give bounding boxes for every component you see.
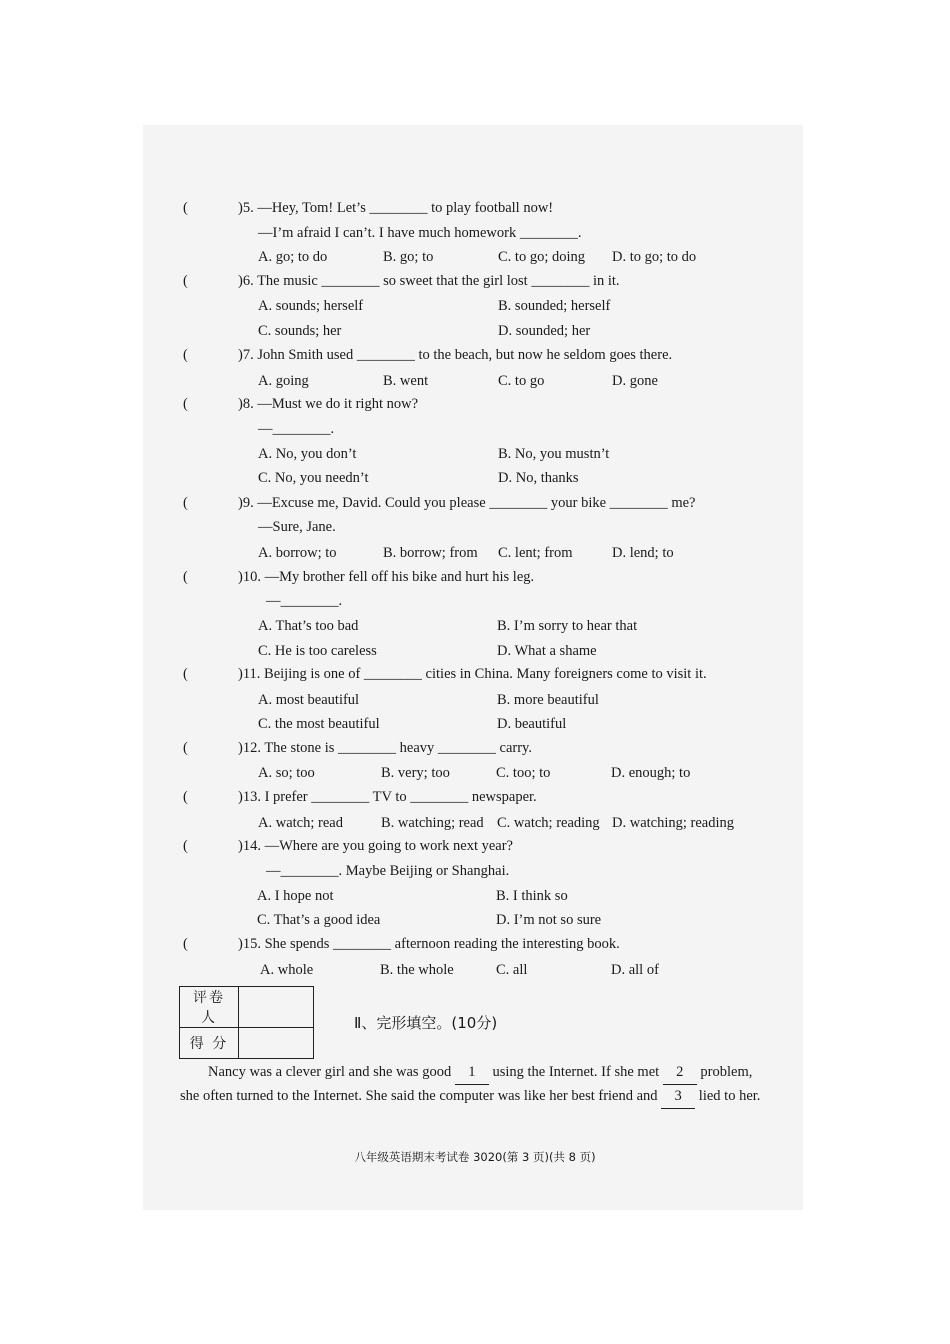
option-c: C. That’s a good idea [257, 912, 381, 928]
answer-paren: ( [183, 347, 188, 363]
option-c: C. He is too careless [258, 643, 377, 659]
answer-paren: ( [183, 495, 188, 511]
passage-text: using the Internet. If she met [492, 1064, 660, 1080]
answer-paren: ( [183, 838, 188, 854]
option-b: B. I think so [496, 888, 568, 904]
question-stem-2: —________. [266, 593, 343, 609]
option-a: A. whole [260, 962, 314, 978]
question-stem: )10. —My brother fell off his bike and hurt his leg. [238, 569, 535, 585]
option-d: D. I’m not so sure [496, 912, 602, 928]
question-stem: )13. I prefer ________ TV to ________ newspaper. [238, 789, 537, 805]
option-b: B. went [383, 373, 429, 389]
question-stem: )6. The music ________ so sweet that the girl lost ________ in it. [238, 273, 620, 289]
option-a: A. most beautiful [258, 692, 360, 708]
answer-paren: ( [183, 666, 188, 682]
option-a: A. I hope not [257, 888, 334, 904]
reviewer-cell [239, 987, 314, 1028]
option-a: A. going [258, 373, 309, 389]
score-label: 得 分 [180, 1028, 239, 1059]
option-d: D. all of [611, 962, 659, 978]
reviewer-label: 评卷人 [180, 987, 239, 1028]
option-a: A. sounds; herself [258, 298, 364, 314]
option-c: C. too; to [496, 765, 551, 781]
option-a: A. borrow; to [258, 545, 337, 561]
option-c: C. to go [498, 373, 545, 389]
option-c: C. all [496, 962, 528, 978]
option-d: D. to go; to do [612, 249, 697, 265]
cloze-passage [180, 1061, 764, 1109]
option-d: D. No, thanks [498, 470, 579, 486]
option-b: B. more beautiful [497, 692, 599, 708]
option-c: C. No, you needn’t [258, 470, 369, 486]
question-stem: )12. The stone is ________ heavy ________ carry. [238, 740, 532, 756]
question-stem: )9. —Excuse me, David. Could you please ________ your bike ________ me? [238, 495, 696, 511]
question-stem: )15. She spends ________ afternoon reading the interesting book. [238, 936, 620, 952]
answer-paren: ( [183, 740, 188, 756]
score-table [179, 986, 314, 1059]
page-footer: 八年级英语期末考试卷 3020(第 3 页)(共 8 页) [354, 1150, 596, 1164]
blank-3: 3 [661, 1085, 695, 1109]
question-stem: )14. —Where are you going to work next year? [238, 838, 513, 854]
answer-paren: ( [183, 396, 188, 412]
question-stem: )8. —Must we do it right now? [238, 396, 419, 412]
option-a: A. watch; read [258, 815, 343, 831]
option-d: D. enough; to [611, 765, 691, 781]
section-title: Ⅱ、完形填空。(10分) [354, 1014, 498, 1032]
question-stem: )11. Beijing is one of ________ cities in China. Many foreigners come to visit it. [238, 666, 707, 682]
option-a: A. That’s too bad [258, 618, 359, 634]
answer-paren: ( [183, 936, 188, 952]
option-b: B. watching; read [381, 815, 484, 831]
option-d: D. gone [612, 373, 658, 389]
option-b: B. I’m sorry to hear that [497, 618, 638, 634]
option-b: B. go; to [383, 249, 434, 265]
option-b: B. sounded; herself [498, 298, 611, 314]
option-c: C. the most beautiful [258, 716, 380, 732]
score-cell [239, 1028, 314, 1059]
question-stem: )7. John Smith used ________ to the beach, but now he seldom goes there. [238, 347, 673, 363]
option-d: D. What a shame [497, 643, 597, 659]
question-stem: )5. —Hey, Tom! Let’s ________ to play football now! [238, 200, 554, 216]
question-stem-2: —________. [258, 421, 335, 437]
option-c: C. to go; doing [498, 249, 586, 265]
answer-paren: ( [183, 200, 188, 216]
option-a: A. go; to do [258, 249, 328, 265]
answer-paren: ( [183, 273, 188, 289]
option-d: D. sounded; her [498, 323, 591, 339]
answer-paren: ( [183, 569, 188, 585]
question-stem-2: —________. Maybe Beijing or Shanghai. [266, 863, 510, 879]
question-stem-2: —I’m afraid I can’t. I have much homework ________. [258, 225, 582, 241]
option-b: B. borrow; from [383, 545, 478, 561]
passage-text: Nancy was a clever girl and she was good [208, 1064, 452, 1080]
option-a: A. so; too [258, 765, 315, 781]
option-d: D. lend; to [612, 545, 674, 561]
passage-text: problem, she often turned to the Internet. She said the computer was like her best friend and [180, 1064, 753, 1104]
option-d: D. beautiful [497, 716, 567, 732]
option-c: C. watch; reading [497, 815, 600, 831]
option-b: B. the whole [380, 962, 454, 978]
option-d: D. watching; reading [612, 815, 735, 831]
option-c: C. lent; from [498, 545, 573, 561]
answer-paren: ( [183, 789, 188, 805]
blank-2: 2 [663, 1061, 697, 1085]
option-b: B. very; too [381, 765, 450, 781]
option-c: C. sounds; her [258, 323, 342, 339]
option-a: A. No, you don’t [258, 446, 357, 462]
blank-1: 1 [455, 1061, 489, 1085]
option-b: B. No, you mustn’t [498, 446, 610, 462]
question-stem-2: —Sure, Jane. [258, 519, 336, 535]
passage-text: lied to her. [698, 1088, 761, 1104]
